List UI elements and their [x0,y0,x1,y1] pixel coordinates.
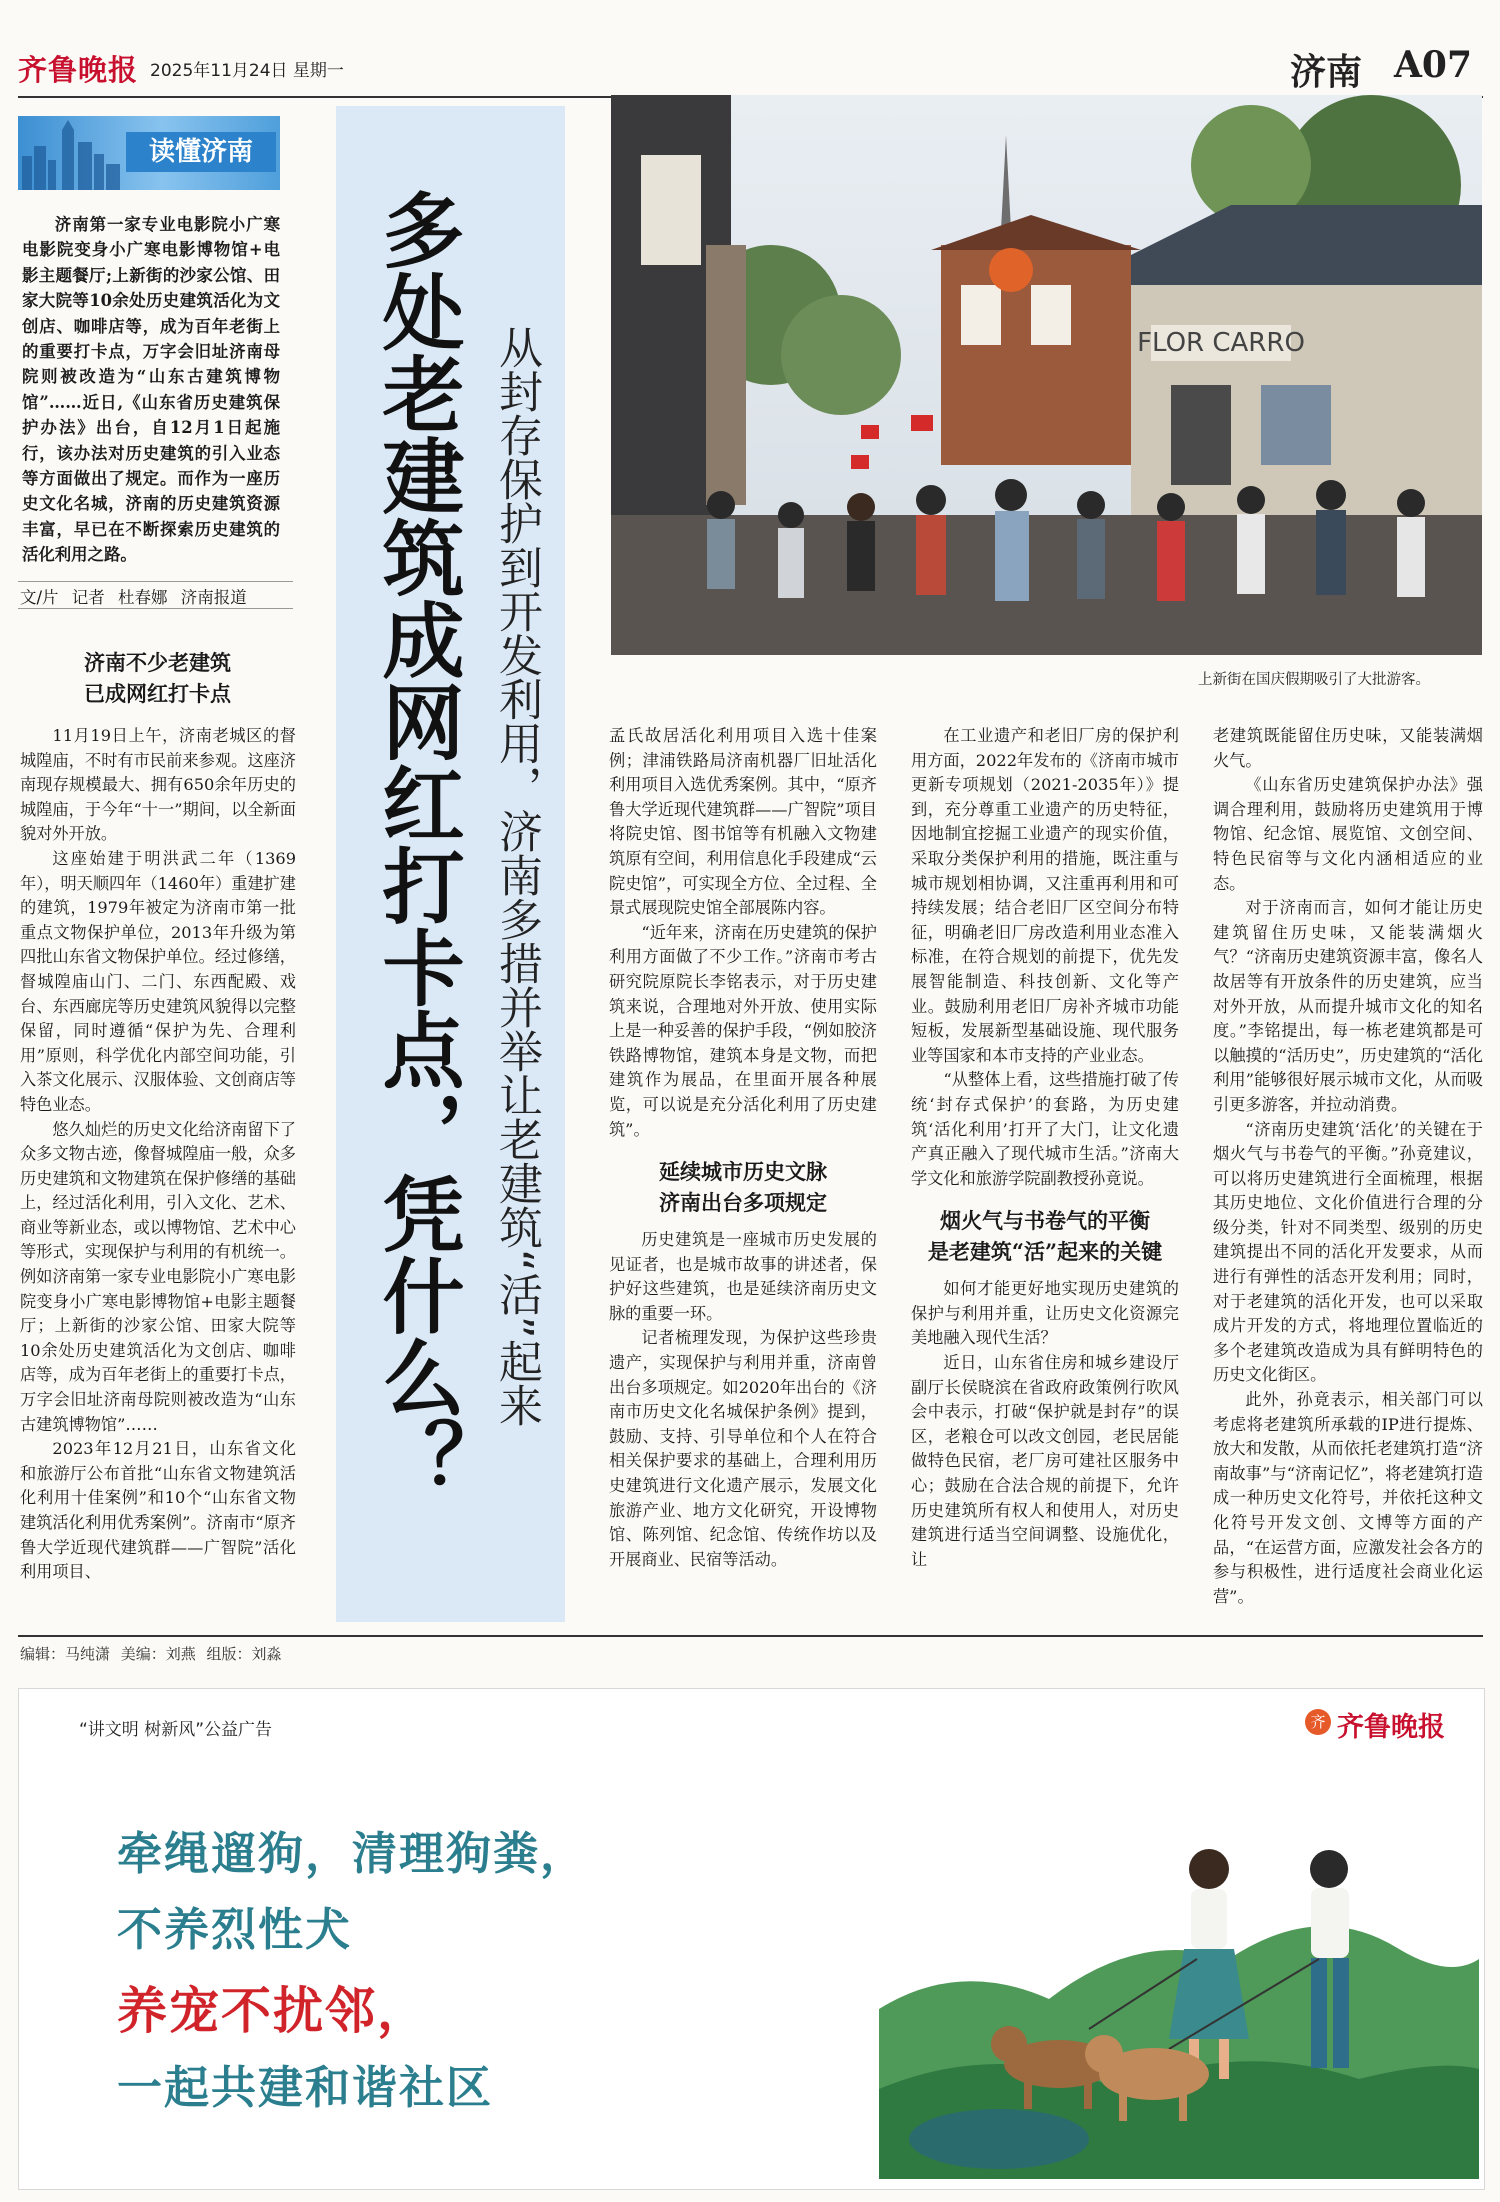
ad-tag: “讲文明 树新风”公益广告 [79,1720,273,1740]
ad-slogan-line-3: 养宠不扰邻， [117,1982,429,2040]
section-heading-2 [609,1156,877,1218]
masthead-logo: 齐鲁晚报 [18,53,139,87]
paragraph: 在工业遗产和老旧厂房的保护利用方面，2022年发布的《济南市城市更新专项规划（2021-2035年）》提到，充分尊重工业遗产的历史特征，因地制宜挖掘工业遗产的现实价值，采取分类保护利用的措施，既注重与城市规划相协调，又注重再利用和可持续发展；结合老旧厂区空间分布特征，明确老旧厂房改造利用业态准入标准，在符合规划的前提下，优先发展智能制造、科技创新、文化等产业。鼓励利用老旧厂房补齐城市功能短板，发展新型基础设施、现代服务业等国家和本市支持的产业业态。 [911,726,1179,1065]
editor-credits: 编辑：马纯潇 美编：刘燕 组版：刘淼 [20,1645,282,1663]
lede-paragraph: 济南第一家专业电影院小广寒电影院变身小广寒电影博物馆+电影主题餐厅;上新街的沙家公馆、田家大院等10余处历史建筑活化为文创店、咖啡店等，成为百年老街上的重要打卡点，万字会旧址济南母院则被改造为“山东古建筑博物馆”……近日,《山东省历史建筑保护办法》出台，自12月1日起施行，该办法对历史建筑的引入业态等方面做出了规定。而作为一座历史文化名城，济南的历史建筑资源丰富，早已在不断探索历史建筑的活化利用之路。 [22,215,280,565]
ad-slogan-line-2: 不养烈性犬 [117,1903,353,1956]
photo-caption: 上新街在国庆假期吸引了大批游客。 [1198,672,1430,688]
section-heading-1 [20,647,295,709]
section-heading-2-line1: 延续城市历史文脉 [659,1159,827,1185]
paragraph: 老建筑既能留住历史味，又能装满烟火气。 [1213,726,1483,770]
paragraph: “近年来，济南在历史建筑的保护利用方面做了不少工作。”济南市考古研究院原院长李铭表示，对于历史建筑来说，合理地对外开放、使用实际上是一种妥善的保护手段，“例如胶济铁路博物馆，建筑本身是文物，而把建筑作为展品，在里面开展各种展览，可以说是充分活化利用了历史建筑”。 [609,922,877,1139]
article-column-4 [1213,724,1483,1609]
section-heading-3-line1: 烟火气与书卷气的平衡 [940,1208,1150,1234]
ad-slogan-line-1: 牵绳遛狗，清理狗粪， [117,1827,588,1880]
newspaper-logo-icon: 齐 [1305,1709,1331,1735]
section-heading-3 [911,1205,1179,1267]
issue-date: 2025年11月24日 星期一 [150,61,344,81]
paragraph: 近日，山东省住房和城乡建设厅副厅长侯晓滨在省政府政策例行吹风会中表示，打破“保护就是封存”的误区，老粮仓可以改文创园，老民居能做特色民宿，老厂房可建社区服务中心；鼓励在合法合规的前提下，允许历史建筑所有权人和使用人，对历史建筑进行适当空间调整、设施优化，让 [911,1353,1179,1569]
paragraph: 孟氏故居活化利用项目入选十佳案例；津浦铁路局济南机器厂旧址活化利用项目入选优秀案例。其中，“原齐鲁大学近现代建筑群——广智院”项目将院史馆、图书馆等有机融入文物建筑原有空间，利用信息化手段建成“云院史馆”，可实现全方位、全过程、全景式展现院史馆全部展陈内容。 [609,726,877,918]
paragraph: “从整体上看，这些措施打破了传统‘封存式保护’的套路，为历史建筑‘活化利用’打开了大门，让文化遗产真正融入了现代城市生活。”济南大学文化和旅游学院副教授孙竟说。 [911,1070,1179,1188]
section-heading-1-line2: 已成网红打卡点 [84,681,231,706]
ad-slogan-line-4: 一起共建和谐社区 [117,2061,494,2114]
paragraph: 记者梳理发现，为保护这些珍贵遗产，实现保护与利用并重，济南曾出台多项规定。如2020年出台的《济南市历史文化名城保护条例》提到，鼓励、支持、引导单位和个人在符合相关保护要求的基础上，合理利用历史建筑进行文化遗产展示，发展文化旅游产业、地方文化研究，开设博物馆、陈列馆、纪念馆、传统作坊以及开展商业、民宿等活动。 [609,1328,877,1569]
column-banner [18,116,280,190]
paragraph: 历史建筑是一座城市历史发展的见证者，也是城市故事的讲述者，保护好这些建筑，也是延续济南历史文脉的重要一环。 [609,1230,877,1323]
article-column-1 [20,724,296,1585]
ad-newspaper-logo: 齐鲁晚报 [1337,1712,1445,1743]
paragraph: 如何才能更好地实现历史建筑的保护与利用并重，让历史文化资源完美地融入现代生活？ [911,1279,1179,1348]
article-column-3 [911,724,1179,1572]
section-heading-2-line2: 济南出台多项规定 [659,1190,827,1216]
section-heading-3-line2: 是老建筑“活”起来的关键 [927,1239,1163,1265]
paragraph: 11月19日上午，济南老城区的督城隍庙，不时有市民前来参观。这座济南现存规模最大、拥有650余年历史的城隍庙，于今年“十一”期间，以全新面貌对外开放。 [20,726,296,844]
paragraph: 2023年12月21日，山东省文化和旅游厅公布首批“山东省文物建筑活化利用十佳案例”和10个“山东省文物建筑活化利用优秀案例”。济南市“原齐鲁大学近现代建筑群——广智院”活化利用项目、 [20,1439,296,1582]
dog-walkers-illustration [879,1809,1479,2179]
public-service-ad [18,1688,1485,2190]
byline: 文/片 记者 杜春娜 济南报道 [20,588,247,607]
page-number: A07 [1394,44,1473,86]
paragraph: “济南历史建筑‘活化’的关键在于烟火气与书卷气的平衡。”孙竟建议，可以将历史建筑进行全面梳理，根据其历史地位、文化价值进行合理的分级分类，针对不同类型、级别的历史建筑提出不同的活化开发要求，从而进行有弹性的活态开发利用；同时，对于老建筑的活化开发，也可以采取成片开发的方式，将地理位置临近的多个老建筑改造成为具有鲜明特色的历史文化街区。 [1213,1119,1483,1385]
paragraph: 对于济南而言，如何才能让历史建筑留住历史味，又能装满烟火气？“济南历史建筑资源丰富，像名人故居等有开放条件的历史建筑，应当对外开放，从而提升城市文化的知名度。”李铭提出，每一栋老建筑都是可以触摸的“活历史”，历史建筑的“活化利用”能够很好展示城市文化，从而吸引更多游客，并拉动消费。 [1213,898,1483,1114]
headline: 多处老建筑成网红打卡点，凭什么？ [369,188,465,1500]
column-banner-label: 读懂济南 [126,132,276,172]
paragraph: 《山东省历史建筑保护办法》强调合理利用，鼓励将历史建筑用于博物馆、纪念馆、展览馆、文创空间、特色民宿等与文化内涵相适应的业态。 [1213,775,1483,893]
paragraph: 悠久灿烂的历史文化给济南留下了众多文物古迹，像督城隍庙一般，众多历史建筑和文物建筑在保护修缮的基础上，经过活化利用，引入文化、艺术、商业等新业态，或以博物馆、艺术中心等形式，实现保护与利用的有机统一。例如济南第一家专业电影院小广寒电影院变身小广寒电影博物馆+电影主题餐厅；上新街的沙家公馆、田家大院等10余处历史建筑活化为文创店、咖啡店等，成为百年老街上的重要打卡点，万字会旧址济南母院则被改造为“山东古建筑博物馆”…… [20,1119,296,1434]
subheadline: 从封存保护到开发利用，济南多措并举让老建筑“活”起来 [491,325,542,1427]
shop-sign: FLOR CARRO [1137,328,1305,358]
article-column-2 [609,724,877,1572]
paragraph: 这座始建于明洪武二年（1369年），明天顺四年（1460年）重建扩建的建筑，1979年被定为济南市第一批重点文物保护单位，2013年升级为第四批山东省文物保护单位。经过修缮，督城隍庙山门、二门、东西配殿、戏台、东西廊庑等历史建筑风貌得以完整保留，同时遵循“保护为先、合理利用”原则，科学优化内部空间功能，引入茶文化展示、汉服体验、文创商店等特色业态。 [20,848,296,1114]
street-crowd-photo [611,95,1482,655]
paragraph: 此外，孙竟表示，相关部门可以考虑将老建筑所承载的IP进行提炼、放大和发散，从而依托老建筑打造“济南故事”与“济南记忆”，将老建筑打造成一种历史文化符号，并依托这种文化符号开发文创、文博等方面的产品，“在运营方面，应激发社会各方的参与积极性，进行适度社会商业化运营”。 [1213,1390,1483,1606]
footer-rule [18,1635,1483,1637]
section-city: 济南 [1290,51,1363,93]
section-heading-1-line1: 济南不少老建筑 [84,650,231,675]
